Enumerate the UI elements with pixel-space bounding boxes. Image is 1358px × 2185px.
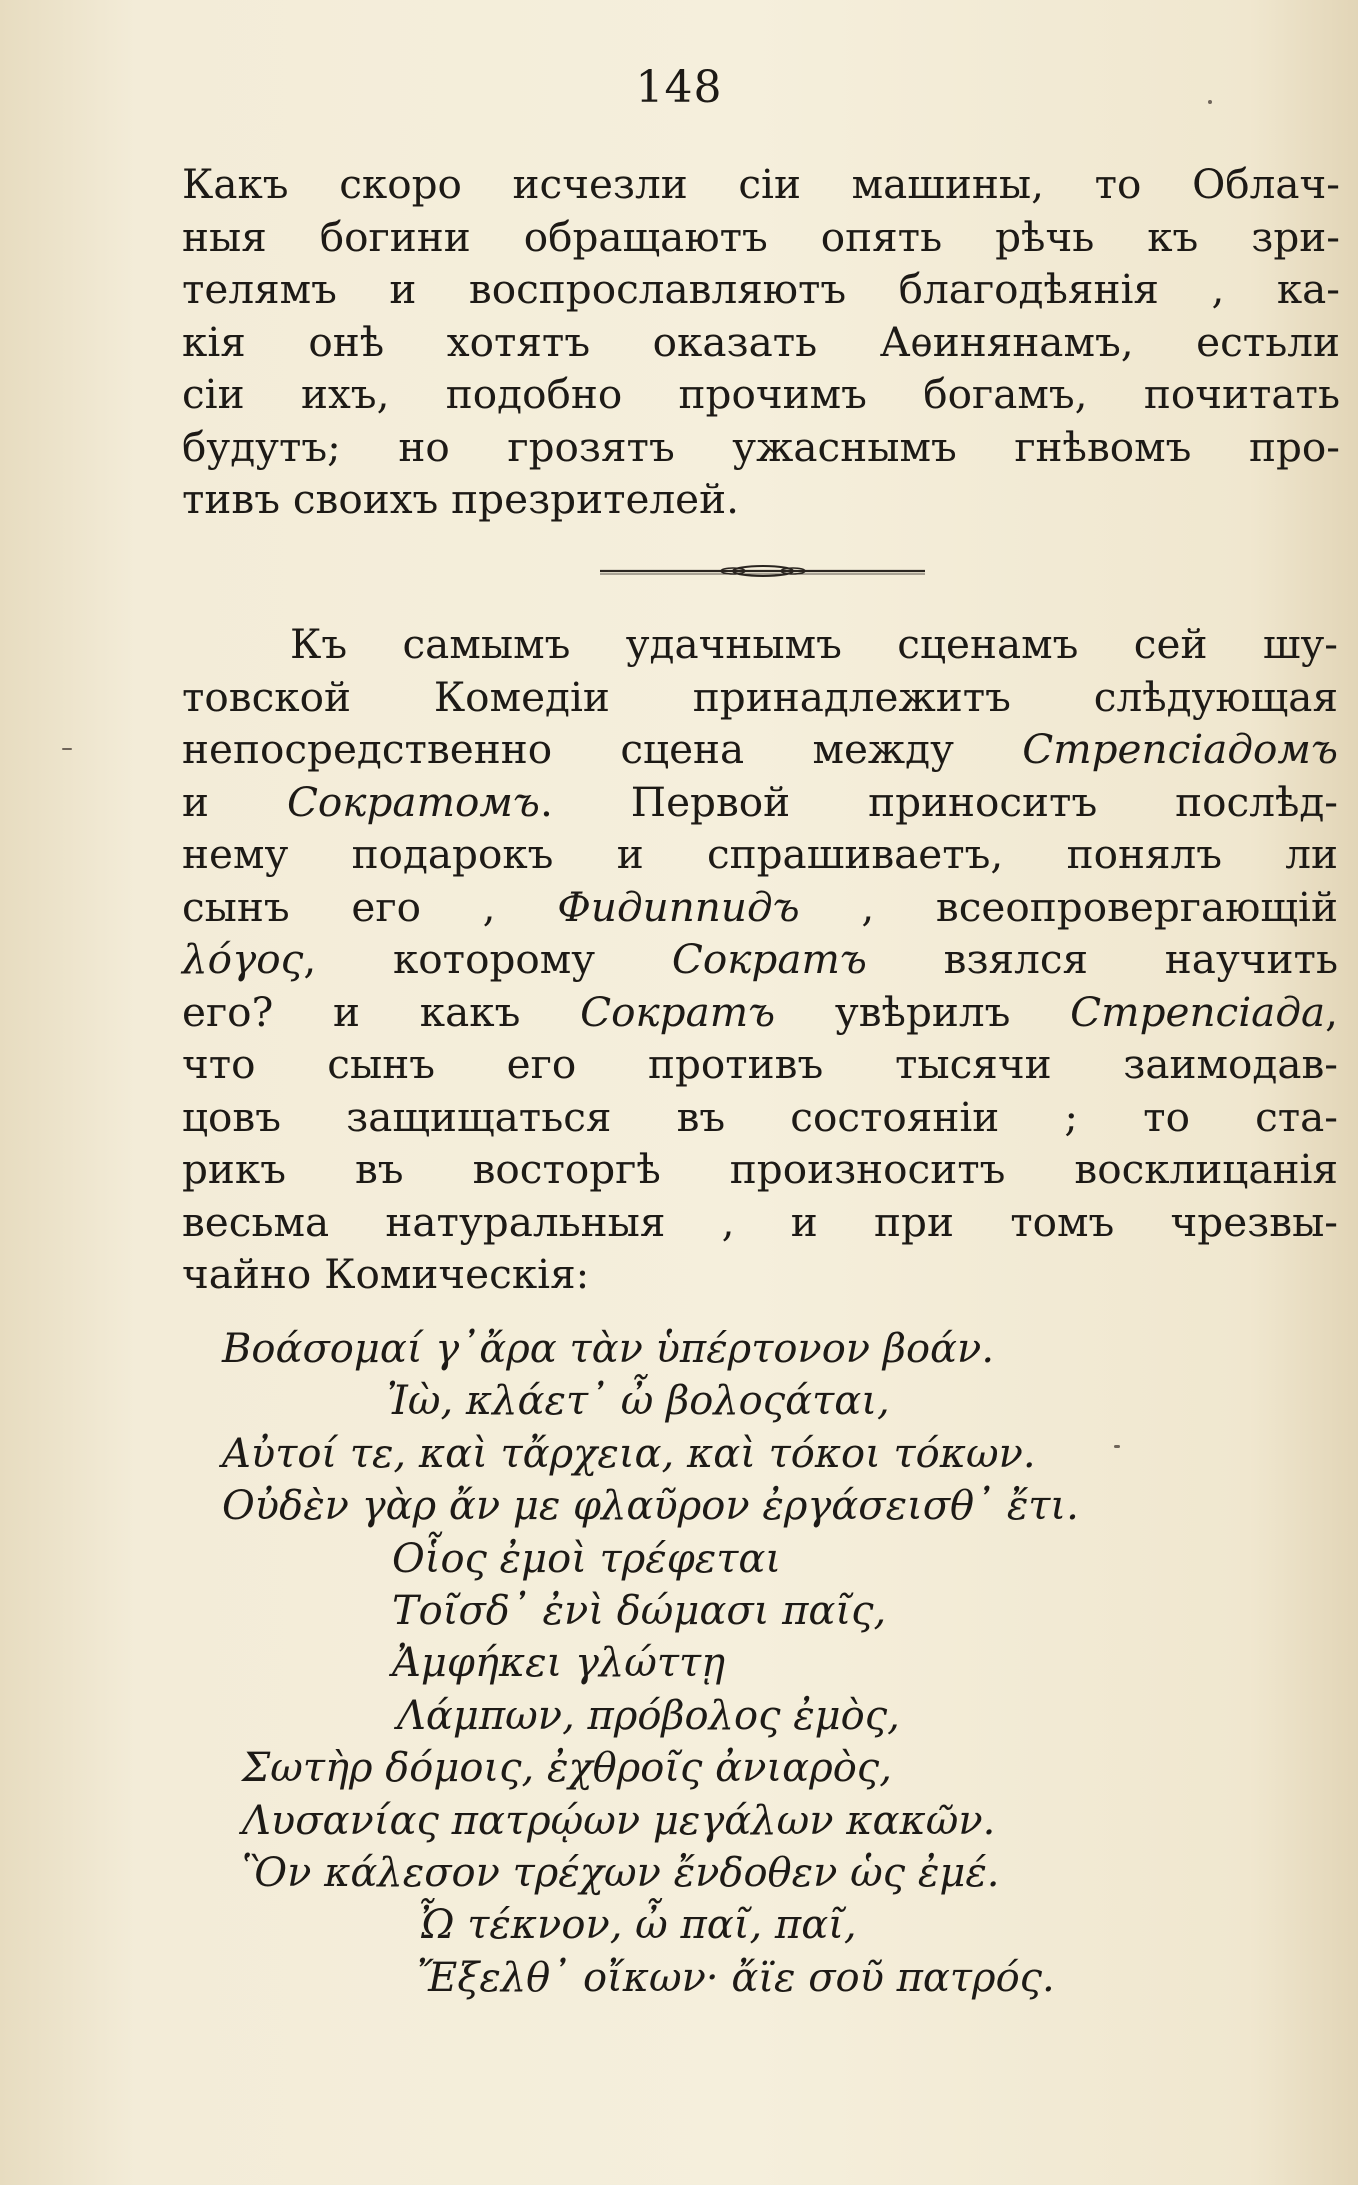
italic-name: Стрепсіадомъ <box>1022 725 1338 773</box>
verse-line: Αὐτοί τε, καὶ τἄρχεια, καὶ τόκοι τόκων. <box>222 1430 1036 1477</box>
ink-speck <box>1208 100 1212 104</box>
text-line <box>182 723 1338 776</box>
verse-line: Ἔξελθ᾽ οἴκων· ἄϊε σοῦ πατρός. <box>417 1954 1055 2001</box>
verse-line: Ἰὼ, κλάετ᾽ ὦ βολοςάται, <box>387 1378 890 1425</box>
italic-name: Стрепсіада <box>1070 987 1326 1036</box>
text-line: Къ самымъ удачнымъ сценамъ сей шу- <box>290 620 1338 668</box>
text-run: сынъ его , <box>182 882 558 931</box>
text-run: , всеопровергающій <box>799 882 1338 931</box>
text-line: кія онѣ хотятъ оказать Аѳинянамъ, естьли <box>182 317 1340 366</box>
text-line: телямъ и воспрославляютъ благодѣянія , ка- <box>182 265 1340 313</box>
text-run: , <box>1325 987 1339 1036</box>
text-line: ныя богини обращаютъ опять рѣчь къ зри- <box>182 212 1340 261</box>
italic-name: Сократъ <box>580 987 776 1036</box>
text-run: , которому <box>303 935 672 983</box>
text-line: весьма натуральныя , и при томъ чрезвы- <box>182 1197 1338 1246</box>
verse-line: Ὦ τέκνον, ὦ παῖ, παῖ, <box>417 1902 857 1949</box>
paragraph-2 <box>182 618 1338 1301</box>
text-line <box>182 671 1338 724</box>
text-line: цовъ защищаться въ состояніи ; то ста- <box>182 1092 1338 1141</box>
verse-line: Οἷος ἐμοὶ τρέφεται <box>392 1535 782 1582</box>
verse-line: Ὃν κάλεσον τρέχων ἔνδοθεν ὡς ἐμέ. <box>242 1850 1000 1897</box>
text-line <box>182 881 1338 934</box>
text-line <box>182 933 1338 986</box>
text-run: взялся научить <box>866 935 1339 983</box>
verse-line: Λάμπων, πρόβολος ἐμὸς, <box>397 1692 900 1739</box>
ink-speck <box>62 748 72 750</box>
section-divider-ornament <box>600 560 925 582</box>
text-run: . Первой приноситъ послѣд- <box>539 777 1338 826</box>
text-line: чайно Комическія: <box>182 1250 590 1298</box>
verse-line: Οὐδὲν γὰρ ἄν με φλαῦρον ἐργάσεισθ᾽ ἔτι. <box>222 1483 1079 1530</box>
text-line <box>182 776 1338 829</box>
text-line: нему подарокъ и спрашиваетъ, понялъ ли <box>182 830 1338 878</box>
italic-greek-word: λόγος <box>182 935 304 983</box>
text-line: сіи ихъ, подобно прочимъ богамъ, почитать <box>182 370 1340 418</box>
ink-speck <box>1114 1445 1120 1448</box>
text-line <box>182 986 1338 1039</box>
italic-name: Сократомъ <box>286 777 540 826</box>
text-run: и <box>182 777 287 826</box>
text-run: непосредственно сцена между <box>182 725 1023 773</box>
verse-line: Ἀμφήκει γλώττῃ <box>392 1640 726 1687</box>
verse-line: Βοάσομαί γ᾽ἄρα τὰν ὑπέρτονον βοάν. <box>222 1326 995 1372</box>
verse-line: Λυσανίας πατρῴων μεγάλων κακῶν. <box>242 1797 996 1844</box>
text-run: товской Комедіи принадлежитъ слѣдующая <box>182 672 1338 721</box>
text-line: Какъ скоро исчезли сіи машины, то Облач- <box>182 160 1340 208</box>
text-line: будутъ; но грозятъ ужаснымъ гнѣвомъ про- <box>182 422 1340 471</box>
italic-name: Сократъ <box>671 935 867 983</box>
text-line: тивъ своихъ презрителей. <box>182 475 740 523</box>
paragraph-1 <box>182 158 1340 526</box>
text-line: что сынъ его противъ тысячи заимодав- <box>182 1040 1338 1088</box>
verse-line: Τοῖσδ᾽ ἐνὶ δώμασι παῖς, <box>392 1588 887 1635</box>
text-line: рикъ въ восторгѣ произноситъ восклицанія <box>182 1145 1338 1193</box>
greek-verse-quotation <box>222 1323 1222 2004</box>
text-run: его? и какъ <box>182 987 581 1036</box>
page-number: 148 <box>635 62 723 113</box>
text-run: увѣрилъ <box>775 987 1071 1036</box>
italic-name: Фидиппидъ <box>557 882 800 931</box>
verse-line: Σωτὴρ δόμοις, ἐχθροῖς ἀνιαρὸς, <box>242 1745 892 1792</box>
